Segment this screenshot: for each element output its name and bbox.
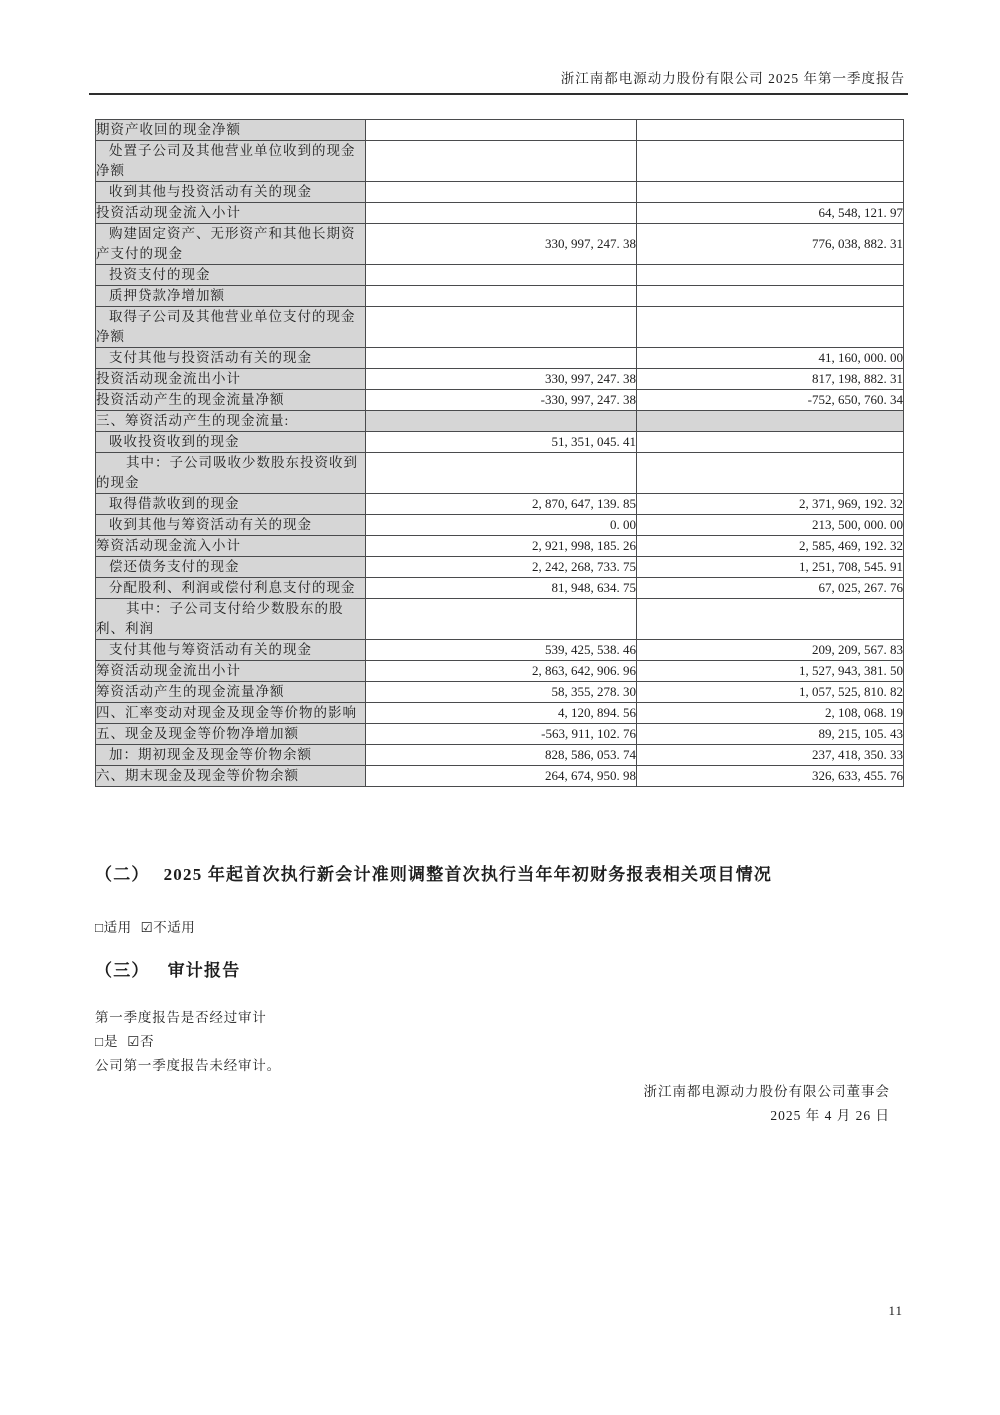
row-value-current-period: 2, 863, 642, 906. 96	[366, 661, 637, 682]
row-value-current-period: 539, 425, 538. 46	[366, 640, 637, 661]
row-value-current-period	[366, 286, 637, 307]
row-value-prior-period: -752, 650, 760. 34	[637, 390, 904, 411]
row-value-prior-period	[637, 453, 904, 494]
table-row	[96, 348, 904, 369]
row-item-label: 五、现金及现金等价物净增加额	[96, 724, 366, 745]
row-item-label: 投资支付的现金	[96, 265, 366, 286]
row-value-prior-period	[637, 286, 904, 307]
row-value-prior-period: 2, 585, 469, 192. 32	[637, 536, 904, 557]
row-item-label: 六、期末现金及现金等价物余额	[96, 766, 366, 787]
table-row	[96, 265, 904, 286]
table-row	[96, 453, 904, 494]
row-value-prior-period: 1, 057, 525, 810. 82	[637, 682, 904, 703]
page-number: 11	[888, 1303, 903, 1318]
row-item-label: 筹资活动现金流出小计	[96, 661, 366, 682]
table-row	[96, 661, 904, 682]
cash-flow-table-body	[96, 120, 904, 787]
table-row	[96, 515, 904, 536]
row-value-current-period: 58, 355, 278. 30	[366, 682, 637, 703]
row-item-label: 四、汇率变动对现金及现金等价物的影响	[96, 703, 366, 724]
row-value-prior-period: 2, 371, 969, 192. 32	[637, 494, 904, 515]
row-value-prior-period: 2, 108, 068. 19	[637, 703, 904, 724]
row-value-current-period: 330, 997, 247. 38	[366, 224, 637, 265]
section-three-number: （三）	[95, 961, 150, 980]
table-row	[96, 703, 904, 724]
table-row	[96, 203, 904, 224]
table-row	[96, 766, 904, 787]
table-row	[96, 599, 904, 640]
row-value-current-period: 2, 870, 647, 139. 85	[366, 494, 637, 515]
row-value-current-period	[366, 182, 637, 203]
audit-question: 第一季度报告是否经过审计	[95, 1010, 267, 1025]
row-value-prior-period	[637, 265, 904, 286]
row-value-prior-period	[637, 411, 904, 432]
row-item-label: 投资活动现金流出小计	[96, 369, 366, 390]
row-item-label: 三、筹资活动产生的现金流量:	[96, 411, 366, 432]
row-value-prior-period: 817, 198, 882. 31	[637, 369, 904, 390]
table-row	[96, 745, 904, 766]
table-row	[96, 536, 904, 557]
signature-date: 2025 年 4 月 26 日	[770, 1108, 890, 1123]
row-value-prior-period: 209, 209, 567. 83	[637, 640, 904, 661]
row-item-label: 吸收投资收到的现金	[96, 432, 366, 453]
row-value-current-period: 2, 242, 268, 733. 75	[366, 557, 637, 578]
section-header-row	[96, 411, 904, 432]
row-item-label: 取得借款收到的现金	[96, 494, 366, 515]
row-value-current-period	[366, 141, 637, 182]
row-value-prior-period: 326, 633, 455. 76	[637, 766, 904, 787]
table-row	[96, 141, 904, 182]
audit-options-line	[95, 1030, 281, 1054]
table-row	[96, 182, 904, 203]
row-value-prior-period: 776, 038, 882. 31	[637, 224, 904, 265]
row-value-current-period: 330, 997, 247. 38	[366, 369, 637, 390]
row-item-label: 筹资活动现金流入小计	[96, 536, 366, 557]
table-row	[96, 390, 904, 411]
table-row	[96, 224, 904, 265]
row-value-prior-period: 1, 527, 943, 381. 50	[637, 661, 904, 682]
table-row	[96, 682, 904, 703]
row-value-current-period: -330, 997, 247. 38	[366, 390, 637, 411]
row-value-current-period	[366, 348, 637, 369]
row-value-prior-period	[637, 141, 904, 182]
row-value-current-period: -563, 911, 102. 76	[366, 724, 637, 745]
row-value-current-period	[366, 265, 637, 286]
row-value-current-period	[366, 453, 637, 494]
row-item-label: 收到其他与筹资活动有关的现金	[96, 515, 366, 536]
row-value-prior-period: 64, 548, 121. 97	[637, 203, 904, 224]
row-value-prior-period	[637, 432, 904, 453]
row-value-prior-period: 67, 025, 267. 76	[637, 578, 904, 599]
row-value-prior-period	[637, 182, 904, 203]
audit-note: 公司第一季度报告未经审计。	[95, 1058, 281, 1073]
table-row	[96, 432, 904, 453]
row-value-current-period	[366, 120, 637, 141]
row-item-label: 质押贷款净增加额	[96, 286, 366, 307]
audit-statement-block	[95, 1006, 281, 1078]
section-three-title: 审计报告	[167, 961, 241, 980]
row-item-label: 分配股利、利润或偿付利息支付的现金	[96, 578, 366, 599]
checkbox-applicable: □适用	[95, 920, 132, 935]
row-item-label: 其中：子公司吸收少数股东投资收到的现金	[96, 453, 366, 494]
row-item-label: 支付其他与投资活动有关的现金	[96, 348, 366, 369]
table-row	[96, 724, 904, 745]
table-row	[96, 286, 904, 307]
row-item-label: 取得子公司及其他营业单位支付的现金净额	[96, 307, 366, 348]
section-three-heading	[95, 956, 240, 981]
table-row	[96, 369, 904, 390]
row-value-prior-period: 213, 500, 000. 00	[637, 515, 904, 536]
row-value-current-period	[366, 307, 637, 348]
row-value-prior-period	[637, 307, 904, 348]
row-value-prior-period: 1, 251, 708, 545. 91	[637, 557, 904, 578]
row-value-current-period: 2, 921, 998, 185. 26	[366, 536, 637, 557]
row-item-label: 购建固定资产、无形资产和其他长期资产支付的现金	[96, 224, 366, 265]
row-item-label: 处置子公司及其他营业单位收到的现金净额	[96, 141, 366, 182]
row-item-label: 收到其他与投资活动有关的现金	[96, 182, 366, 203]
row-value-current-period: 0. 00	[366, 515, 637, 536]
row-value-prior-period: 237, 418, 350. 33	[637, 745, 904, 766]
signature-company: 浙江南都电源动力股份有限公司董事会	[643, 1084, 890, 1099]
table-row	[96, 494, 904, 515]
row-value-current-period: 264, 674, 950. 98	[366, 766, 637, 787]
row-item-label: 投资活动现金流入小计	[96, 203, 366, 224]
table-row	[96, 640, 904, 661]
table-row	[96, 557, 904, 578]
signature-block	[644, 1080, 891, 1128]
row-item-label: 加：期初现金及现金等价物余额	[96, 745, 366, 766]
checkbox-audited-yes: □是	[95, 1034, 119, 1049]
section-two-heading	[95, 860, 772, 885]
row-value-current-period	[366, 203, 637, 224]
applicability-line	[95, 916, 195, 936]
row-item-label: 筹资活动产生的现金流量净额	[96, 682, 366, 703]
report-header-title: 浙江南都电源动力股份有限公司 2025 年第一季度报告	[560, 71, 905, 86]
row-value-current-period	[366, 599, 637, 640]
row-value-current-period	[366, 411, 637, 432]
row-value-current-period: 4, 120, 894. 56	[366, 703, 637, 724]
cash-flow-statement-table	[95, 119, 904, 787]
row-item-label: 投资活动产生的现金流量净额	[96, 390, 366, 411]
row-value-current-period: 828, 586, 053. 74	[366, 745, 637, 766]
table-row	[96, 578, 904, 599]
table-row	[96, 120, 904, 141]
row-value-prior-period: 89, 215, 105. 43	[637, 724, 904, 745]
row-value-current-period: 81, 948, 634. 75	[366, 578, 637, 599]
row-item-label: 期资产收回的现金净额	[96, 120, 366, 141]
row-value-prior-period	[637, 599, 904, 640]
row-value-prior-period	[637, 120, 904, 141]
checkbox-audited-no: ☑否	[127, 1034, 155, 1049]
row-item-label: 偿还债务支付的现金	[96, 557, 366, 578]
table-row	[96, 307, 904, 348]
header-rule	[89, 93, 908, 95]
row-value-prior-period: 41, 160, 000. 00	[637, 348, 904, 369]
row-value-current-period: 51, 351, 045. 41	[366, 432, 637, 453]
row-item-label: 其中：子公司支付给少数股东的股利、利润	[96, 599, 366, 640]
section-two-number: （二）	[95, 865, 150, 884]
checkbox-not-applicable: ☑不适用	[140, 920, 196, 935]
section-two-title: 2025 年起首次执行新会计准则调整首次执行当年年初财务报表相关项目情况	[163, 865, 773, 884]
row-item-label: 支付其他与筹资活动有关的现金	[96, 640, 366, 661]
